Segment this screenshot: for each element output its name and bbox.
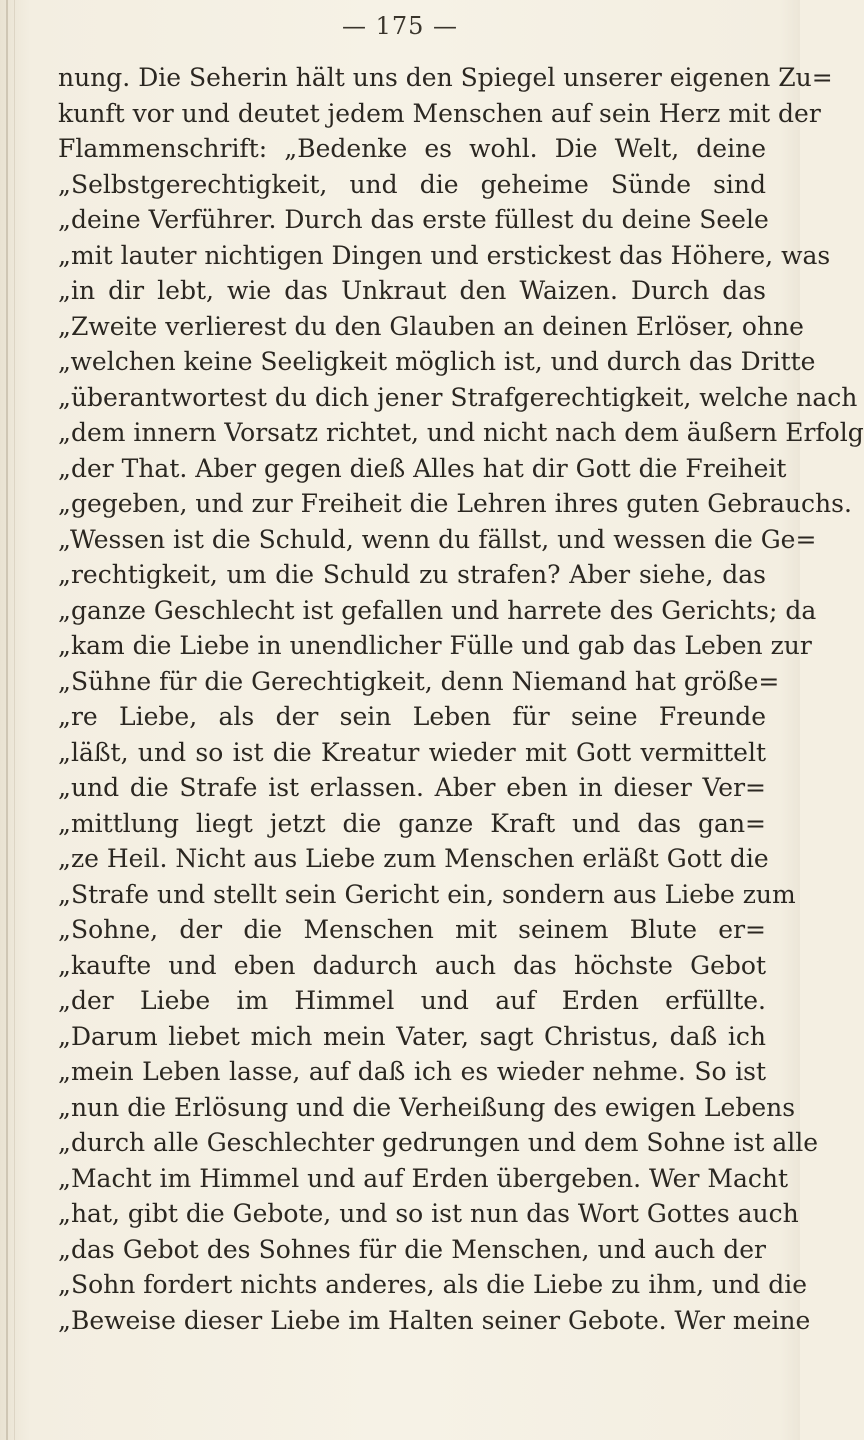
text-line: „ze Heil. Nicht aus Liebe zum Menschen erläßt Gott die (58, 844, 769, 873)
text-line: „rechtigkeit, um die Schuld zu strafen? Aber siehe, das (58, 560, 766, 589)
text-line: „Wessen ist die Schuld, wenn du fällst, und wessen die Ge= (58, 524, 817, 554)
text-line: Flammenschrift: „Bedenke es wohl. Die Welt, deine (58, 134, 766, 163)
text-line: „welchen keine Seeligkeit möglich ist, und durch das Dritte (58, 347, 816, 376)
text-line: „Sohne, der die Menschen mit seinem Blute er= (58, 915, 766, 944)
text-line: „mit lauter nichtigen Dingen und erstickest das Höhere, was (58, 240, 831, 270)
text-line: „kaufte und eben dadurch auch das höchste Gebot (58, 950, 766, 980)
text-line: „durch alle Geschlechter gedrungen und dem Sohne ist alle (58, 1128, 819, 1157)
text-line: nung. Die Seherin hält uns den Spiegel unserer eigenen Zu= (58, 63, 833, 92)
text-line: „das Gebot des Sohnes für die Menschen, und auch der (58, 1234, 766, 1264)
text-line: „ganze Geschlecht ist gefallen und harrete des Gerichts; da (58, 595, 817, 625)
text-line: „re Liebe, als der sein Leben für seine Freunde (58, 702, 766, 731)
text-line: „Strafe und stellt sein Gericht ein, sondern aus Liebe zum (58, 879, 796, 909)
text-line: „und die Strafe ist erlassen. Aber eben in dieser Ver= (58, 773, 766, 802)
text-line: „hat, gibt die Gebote, und so ist nun das Wort Gottes auch (58, 1199, 799, 1228)
text-line: „deine Verführer. Durch das erste füllest du deine Seele (58, 205, 769, 234)
text-line: kunft vor und deutet jedem Menschen auf sein Herz mit der (58, 98, 821, 128)
text-line: „läßt, und so ist die Kreatur wieder mit Gott vermittelt (58, 737, 766, 767)
binding-edge-shadow (14, 0, 15, 1440)
text-line: „mittlung liegt jetzt die ganze Kraft und das gan= (58, 808, 766, 838)
text-line: „gegeben, und zur Freiheit die Lehren ihres guten Gebrauchs. (58, 489, 852, 518)
text-line: „dem innern Vorsatz richtet, und nicht nach dem äußern Erfolg (58, 418, 864, 447)
text-line: „der Liebe im Himmel und auf Erden erfüllte. (58, 986, 766, 1015)
text-line: „Sühne für die Gerechtigkeit, denn Niemand hat größe= (58, 666, 780, 696)
text-line: „Macht im Himmel und auf Erden übergeben. Wer Macht (58, 1163, 788, 1193)
body-text (58, 60, 864, 1338)
text-line: „Darum liebet mich mein Vater, sagt Christus, daß ich (58, 1021, 766, 1051)
text-line: „mein Leben lasse, auf daß ich es wieder nehme. So ist (58, 1057, 766, 1086)
binding-edge (6, 0, 8, 1440)
text-line: „überantwortest du dich jener Strafgerechtigkeit, welche nach (58, 382, 858, 412)
text-line: „in dir lebt, wie das Unkraut den Waizen. Durch das (58, 276, 766, 305)
text-line: „Sohn fordert nichts anderes, als die Liebe zu ihm, und die (58, 1270, 807, 1299)
text-line: „der That. Aber gegen dieß Alles hat dir Gott die Freiheit (58, 453, 787, 483)
text-line: „Zweite verlierest du den Glauben an deinen Erlöser, ohne (58, 311, 804, 341)
text-line: „nun die Erlösung und die Verheißung des ewigen Lebens (58, 1092, 796, 1122)
text-line: „Beweise dieser Liebe im Halten seiner Gebote. Wer meine (58, 1305, 811, 1335)
text-line: „Selbstgerechtigkeit, und die geheime Sünde sind (58, 169, 766, 199)
page-number: — 175 — (341, 12, 459, 40)
text-line: „kam die Liebe in unendlicher Fülle und gab das Leben zur (58, 631, 812, 660)
